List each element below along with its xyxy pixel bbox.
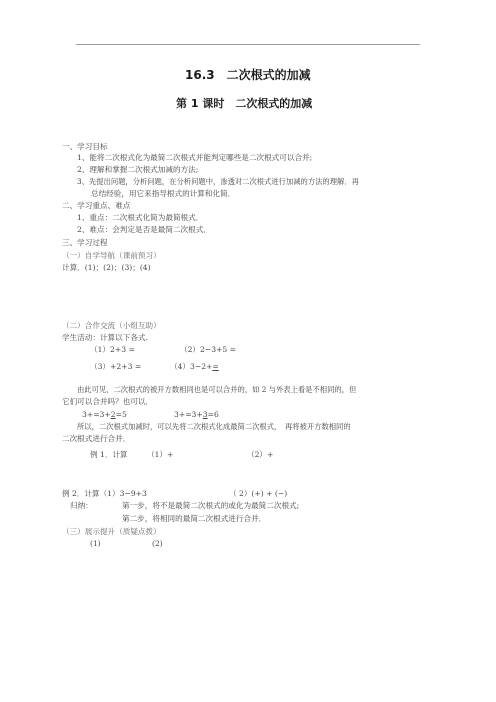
keypoint-2: 2、难点：会判定是否是最简二次根式． bbox=[77, 225, 211, 234]
exercise-4-eq: = bbox=[212, 362, 219, 371]
merge-example-2 bbox=[174, 411, 219, 419]
keypoint-1: 1、重点：二次根式化简为最简根式． bbox=[77, 213, 204, 222]
exercise-4-expr: （4）3−2+ bbox=[170, 362, 213, 371]
merge-2-a: 3+=3+ bbox=[174, 410, 203, 419]
part-3-item-1: (1) bbox=[90, 539, 101, 548]
merge-2-c: =6 bbox=[207, 410, 219, 419]
example-2-part-b: （ 2）(+) + (−) bbox=[229, 489, 288, 498]
part-2-heading: （二）合作交流（小组互助） bbox=[62, 321, 161, 330]
part-1-heading: （一）自学导航（课前预习） bbox=[62, 251, 161, 260]
example-1-part-b: （2）+ bbox=[247, 450, 274, 459]
section-process-heading: 三、学习过程 bbox=[62, 238, 108, 247]
example-2-label: 例 2．计算（1）3−9+3 bbox=[62, 489, 147, 498]
summary-label: 归纳： bbox=[70, 501, 93, 510]
conclusion-line-2: 二次根式进行合并． bbox=[62, 434, 131, 443]
goal-3-line-1: 3、先提出问题，分析问题，在分析问题中，渗透对二次根式进行加减的方法的理解．再 bbox=[77, 177, 359, 186]
merge-1-a: 3+=3+ bbox=[82, 410, 111, 419]
example-1-part-a: （1）+ bbox=[147, 450, 174, 459]
observation-line-2: 它们可以合并吗？也可以． bbox=[62, 397, 154, 406]
summary-step-2: 第二步，将相同的最简二次根式进行合并． bbox=[122, 514, 267, 523]
exercise-3: （3）+2+3 = bbox=[90, 362, 142, 371]
section-goals-heading: 一、学习目标 bbox=[62, 142, 108, 151]
merge-1-c: =5 bbox=[115, 410, 127, 419]
conclusion-line-1: 所以，二次根式加减时，可以先将二次根式化成最简二次根式， 再将被开方数相同的 bbox=[77, 422, 351, 431]
merge-1-b: 2 bbox=[110, 410, 116, 419]
part-3-heading: （三）展示提升（质疑点拨） bbox=[62, 527, 161, 536]
page-subtitle: 第 1 课时 二次根式的加减 bbox=[176, 97, 313, 110]
goal-2: 2、理解和掌握二次根式加减的方法; bbox=[77, 165, 199, 174]
summary-step-1: 第一步，将不是最简二次根式的或化为最简二次根式; bbox=[122, 501, 300, 510]
part-3-item-2: (2) bbox=[152, 539, 163, 548]
exercise-4 bbox=[170, 363, 219, 371]
goal-1: 1、能将二次根式化为最简二次根式并能判定哪些是二次根式可以合并; bbox=[77, 153, 313, 162]
section-keypoints-heading: 二、学习重点、难点 bbox=[62, 201, 131, 210]
header-rule bbox=[76, 44, 420, 45]
goal-3-line-2: 总结经验，用它来指导根式的计算和化简． bbox=[91, 189, 236, 198]
merge-2-b: 3 bbox=[202, 410, 208, 419]
exercise-1: （1）2+3 = bbox=[90, 345, 135, 354]
example-1-label: 例 1．计算 bbox=[90, 450, 128, 459]
exercise-2: （2）2−3+5 = bbox=[180, 345, 237, 354]
merge-example-1 bbox=[82, 411, 127, 419]
student-activity: 学生活动：计算以下各式. bbox=[62, 333, 148, 342]
part-1-calc: 计算．(1)；(2)；(3)；(4) bbox=[62, 263, 151, 272]
page-title: 16.3 二次根式的加减 bbox=[185, 68, 311, 82]
observation-line-1: 由此可见，二次根式的被开方数相同也是可以合并的，如 2 与外表上看是不相同的，但 bbox=[77, 385, 357, 394]
